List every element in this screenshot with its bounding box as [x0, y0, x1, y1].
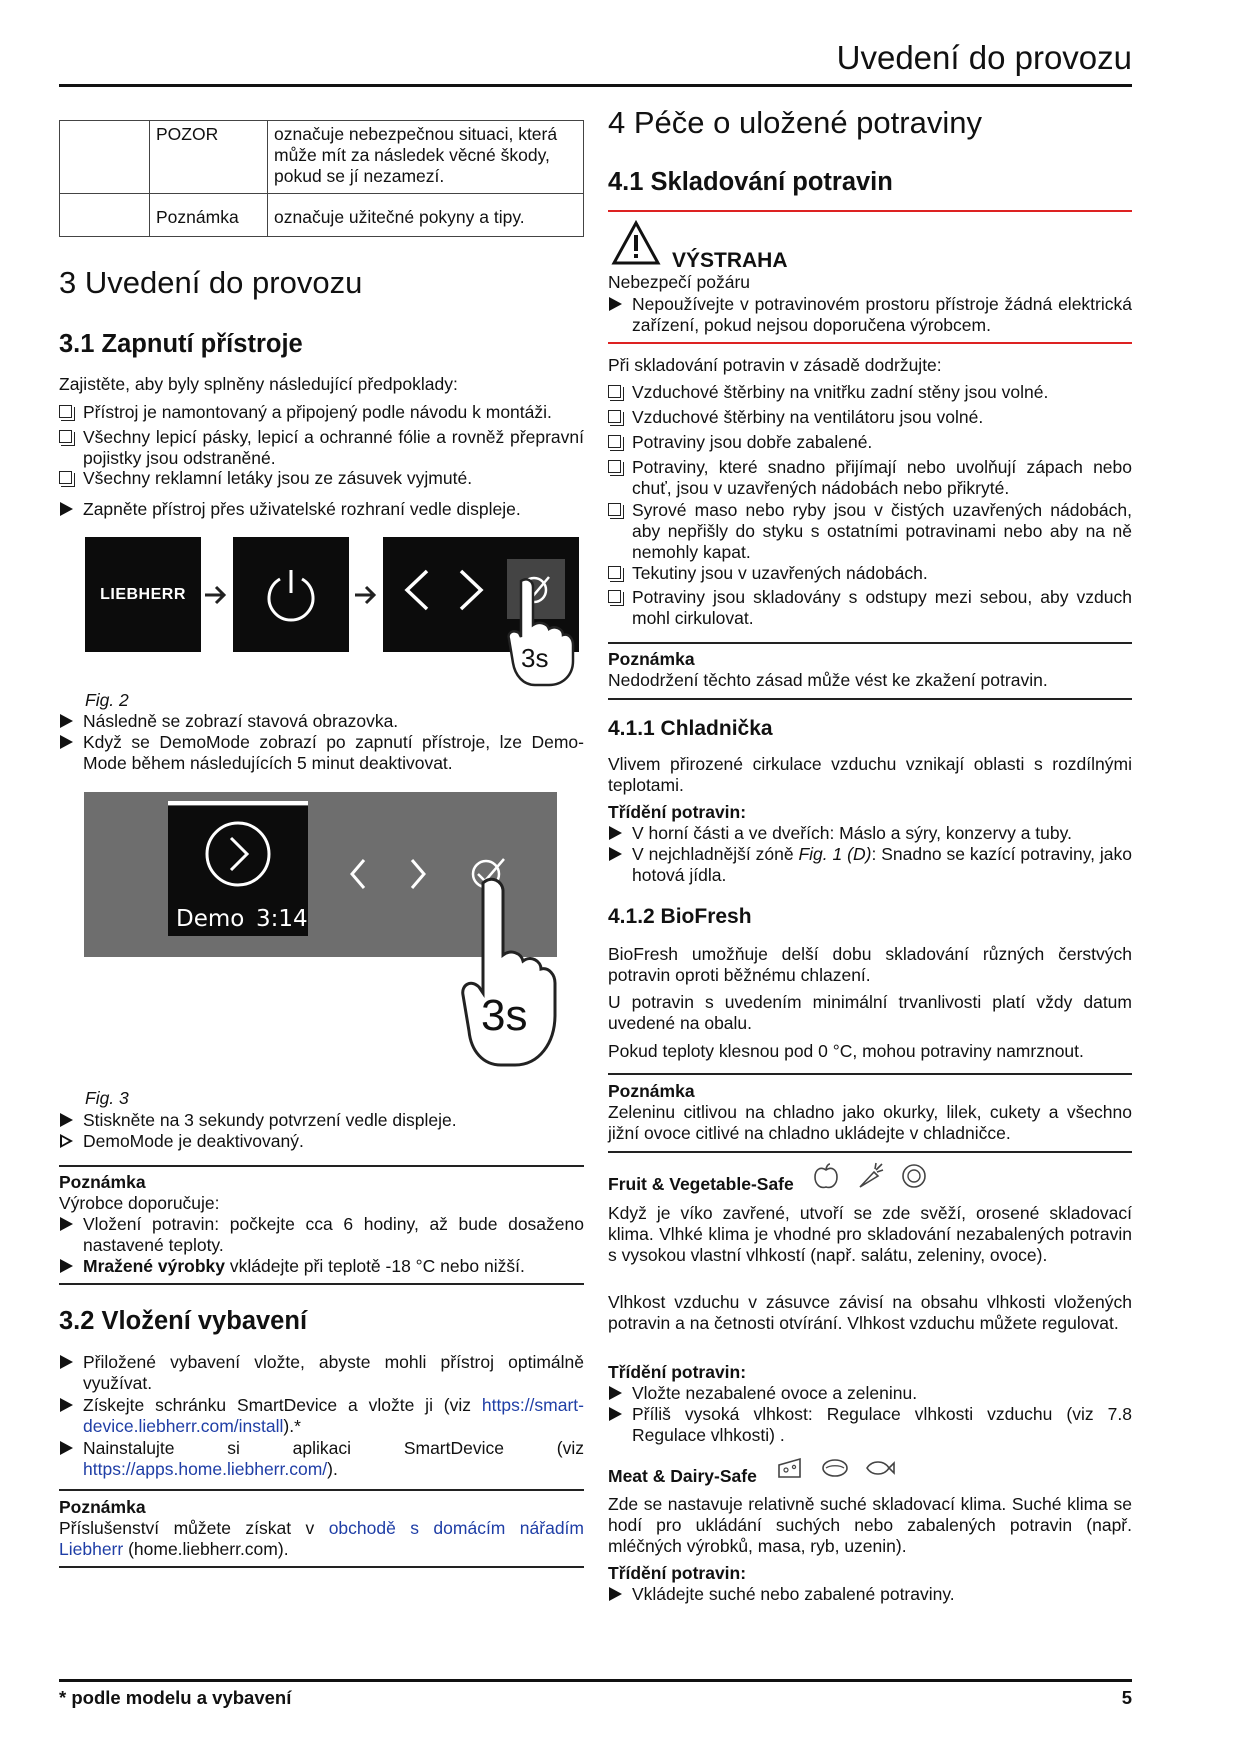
- action-arrow-icon: [60, 1441, 73, 1455]
- note-rule: [608, 1073, 1132, 1075]
- finger-press-icon: [503, 577, 575, 687]
- arrow-right-icon: [353, 583, 379, 607]
- table-cell-term: POZOR: [150, 121, 268, 194]
- note-intro: Výrobce doporučuje:: [59, 1193, 220, 1213]
- note-title: Poznámka: [59, 1497, 146, 1517]
- checkbox-icon: [608, 460, 621, 473]
- page-number: 5: [1121, 1687, 1132, 1708]
- note-rule: [59, 1566, 584, 1568]
- liebherr-logo-panel: [85, 537, 201, 652]
- action-arrow-icon: [609, 1587, 622, 1601]
- checklist-item: Potraviny, které snadno přijímají nebo uvolňují zápach nebo chuť, jsou v uzavřených nádobách nebo přikryté.: [608, 457, 1132, 499]
- action-step: Získejte schránku SmartDevice a vložte ji (viz https://smart-device.liebherr.com/install).*: [59, 1395, 584, 1437]
- section-4-1-2-title: 4.1.2 BioFresh: [608, 905, 752, 928]
- signal-word-table: [59, 120, 584, 237]
- checklist-item: Tekutiny jsou v uzavřených nádobách.: [608, 563, 1132, 584]
- s412-paragraph: BioFresh umožňuje delší dobu skladování různých čerstvých potravin oproti běžnému chlazení.: [608, 944, 1132, 985]
- finger-press-icon: [459, 875, 559, 1075]
- section-3-1-title: 3.1 Zapnutí přístroje: [59, 330, 303, 358]
- fruit-vegetable-safe-title: Fruit & Vegetable-Safe: [608, 1174, 794, 1194]
- checklist-item: Vzduchové štěrbiny na vnitřku zadní stěny jsou volné.: [608, 382, 1132, 403]
- figure-2-caption: Fig. 2: [85, 690, 129, 710]
- result-step: Následně se zobrazí stavová obrazovka.: [59, 711, 584, 732]
- action-step: Zapněte přístroj přes uživatelské rozhraní vedle displeje.: [59, 499, 584, 520]
- result-arrow-icon: [60, 1134, 73, 1148]
- fvs-paragraph: Vlhkost vzduchu v zásuvce závisí na obsahu vlhkosti vložených potravin a na četnosti otvírání. Vlhkost vzduchu můžete regulovat.: [608, 1292, 1132, 1333]
- figure-2: [85, 537, 580, 687]
- sort-item: Příliš vysoká vlhkost: Regulace vlhkosti vzduchu (viz 7.8 Regulace vlhkosti) .: [608, 1404, 1132, 1446]
- note-item: Vložení potravin: počkejte cca 6 hodiny, až bude dosaženo nastavené teploty.: [59, 1214, 584, 1256]
- section-3-title: 3 Uvedení do provozu: [59, 265, 363, 300]
- warning-subtitle: Nebezpečí požáru: [608, 272, 751, 292]
- action-arrow-icon: [60, 1398, 73, 1412]
- display-top-bar: [168, 801, 308, 805]
- sort-title: Třídění potravin:: [608, 802, 747, 822]
- footer-rule: [59, 1679, 1132, 1682]
- lettuce-icon: [900, 1162, 928, 1190]
- checkbox-icon: [608, 435, 621, 448]
- result-step: DemoMode je deaktivovaný.: [59, 1131, 584, 1152]
- s41-intro: Při skladování potravin v zásadě dodržujte:: [608, 355, 942, 375]
- note-rule: [59, 1165, 584, 1167]
- sort-title: Třídění potravin:: [608, 1563, 747, 1583]
- table-cell-term: Poznámka: [150, 194, 268, 237]
- s31-intro: Zajistěte, aby byly splněny následující předpoklady:: [59, 374, 458, 394]
- checklist-item: Potraviny jsou dobře zabalené.: [608, 432, 1132, 453]
- checkbox-icon: [608, 385, 621, 398]
- sort-title: Třídění potravin:: [608, 1362, 747, 1382]
- s412-paragraph: Pokud teploty klesnou pod 0 °C, mohou potraviny namrznout.: [608, 1041, 1084, 1061]
- arrow-right-icon: [203, 583, 229, 607]
- action-arrow-icon: [60, 714, 73, 728]
- action-step: Nainstalujte si aplikaci SmartDevice (viz https://apps.home.liebherr.com/).: [59, 1438, 584, 1480]
- checklist-item: Potraviny jsou skladovány s odstupy mezi sebou, aby vzduch mohl cirkulovat.: [608, 587, 1132, 629]
- sort-item: Vkládejte suché nebo zabalené potraviny.: [608, 1584, 1132, 1605]
- cheese-icon: [776, 1455, 804, 1481]
- table-row: [60, 121, 584, 194]
- figure-3-caption: Fig. 3: [85, 1088, 129, 1108]
- checklist-item: Všechny lepicí pásky, lepicí a ochranné fólie a rovněž přepravní pojistky jsou odstraněné.: [59, 427, 584, 469]
- checklist-item: Všechny reklamní letáky jsou ze zásuvek vyjmuté.: [59, 468, 584, 489]
- note-text: Zeleninu citlivou na chladno jako okurky, lilek, cukety a všechno jižní ovoce citlivé na chladno ukládejte v chladničce.: [608, 1102, 1132, 1143]
- note-title: Poznámka: [608, 1081, 695, 1101]
- section-4-1-1-title: 4.1.1 Chladnička: [608, 717, 773, 740]
- sort-item: V nejchladnější zóně Fig. 1 (D): Snadno se kazící potraviny, jako hotová jídla.: [608, 844, 1132, 886]
- demo-timer: 3:14: [256, 906, 308, 932]
- power-icon: [263, 567, 319, 623]
- footer-note: * podle modelu a vybavení: [59, 1687, 292, 1708]
- table-cell-desc: označuje užitečné pokyny a tipy.: [268, 194, 584, 237]
- action-arrow-icon: [609, 847, 622, 861]
- meat-dairy-safe-title: Meat & Dairy-Safe: [608, 1466, 757, 1486]
- checkbox-icon: [608, 566, 621, 579]
- action-arrow-icon: [60, 735, 73, 749]
- demo-display: [168, 806, 308, 936]
- section-3-2-title: 3.2 Vložení vybavení: [59, 1307, 308, 1335]
- checkbox-icon: [59, 471, 72, 484]
- svg-text:3s: 3s: [481, 991, 528, 1040]
- note-rule: [608, 642, 1132, 644]
- demo-label: Demo: [176, 906, 245, 932]
- sort-item: Vložte nezabalené ovoce a zeleninu.: [608, 1383, 1132, 1404]
- action-arrow-icon: [609, 1407, 622, 1421]
- action-arrow-icon: [60, 502, 73, 516]
- checkbox-icon: [59, 430, 72, 443]
- warning-top-rule: [608, 210, 1132, 212]
- chevron-left-right-icon: [344, 854, 434, 894]
- warning-bottom-rule: [608, 342, 1132, 344]
- note-rule: [59, 1283, 584, 1285]
- s411-text: Vlivem přirozené cirkulace vzduchu vznikají oblasti s rozdílnými teplotami.: [608, 754, 1132, 795]
- chevron-left-right-icon: [397, 565, 497, 615]
- play-circle-icon: [204, 820, 272, 888]
- warning-triangle-icon: [611, 220, 661, 266]
- fish-icon: [864, 1455, 896, 1481]
- action-arrow-icon: [609, 297, 622, 311]
- action-arrow-icon: [60, 1259, 73, 1273]
- power-panel: [233, 537, 349, 652]
- apple-icon: [812, 1162, 840, 1190]
- mds-paragraph: Zde se nastavuje relativně suché skladovací klima. Suché klima se hodí pro ukládání suchých nebo zabalených potravin (např. mléčných výrobků, masa, ryb, uzenin).: [608, 1494, 1132, 1556]
- warning-item: Nepoužívejte v potravinovém prostoru přístroje žádná elektrická zařízení, pokud nejsou doporučena výrobcem.: [608, 294, 1132, 336]
- table-cell-desc: označuje nebezpečnou situaci, která může mít za následek věcné škody, pokud se jí nezamezí.: [268, 121, 584, 194]
- note-text: Příslušenství můžete získat v obchodě s domácím nářadím Liebherr (home.liebherr.com).: [59, 1518, 584, 1559]
- checkbox-icon: [59, 405, 72, 418]
- checkbox-icon: [608, 410, 621, 423]
- running-header-title: Uvedení do provozu: [836, 39, 1132, 76]
- note-item: Mražené výrobky vkládejte při teplotě -18 °C nebo nižší.: [59, 1256, 584, 1277]
- action-step: Stiskněte na 3 sekundy potvrzení vedle displeje.: [59, 1110, 584, 1131]
- action-arrow-icon: [60, 1113, 73, 1127]
- checkbox-icon: [608, 590, 621, 603]
- fvs-paragraph: Když je víko zavřené, utvoří se zde svěží, orosené skladovací klima. Vlhké klima je vhodné pro skladování nezabalených potravin s vysokou vlastní vlhkostí (např. salátu, zeleniny, ovoce).: [608, 1203, 1132, 1265]
- liebherr-shop-link[interactable]: obchodě s domácím nářadím Liebherr: [59, 1518, 584, 1559]
- note-title: Poznámka: [59, 1172, 146, 1192]
- sausage-icon: [820, 1455, 850, 1481]
- action-arrow-icon: [60, 1355, 73, 1369]
- liebherr-logo: LIEBHERR: [100, 586, 186, 603]
- carrot-icon: [856, 1162, 884, 1190]
- section-4-1-title: 4.1 Skladování potravin: [608, 168, 893, 196]
- checkbox-icon: [608, 503, 621, 516]
- s412-paragraph: U potravin s uvedením minimální trvanlivosti platí vždy datum uvedené na obalu.: [608, 992, 1132, 1033]
- checklist-item: Vzduchové štěrbiny na ventilátoru jsou volné.: [608, 407, 1132, 428]
- note-text: Nedodržení těchto zásad může vést ke zkažení potravin.: [608, 670, 1048, 690]
- header-rule: [59, 84, 1132, 87]
- table-row: [60, 194, 584, 237]
- note-rule: [608, 698, 1132, 700]
- action-arrow-icon: [60, 1217, 73, 1231]
- action-step: Přiložené vybavení vložte, abyste mohli přístroj optimálně využívat.: [59, 1352, 584, 1394]
- result-step: Když se DemoMode zobrazí po zapnutí přístroje, lze Demo-Mode během následujících 5 minut deaktivovat.: [59, 732, 584, 774]
- note-rule: [608, 1151, 1132, 1153]
- svg-text:3s: 3s: [521, 643, 549, 673]
- sort-item: V horní části a ve dveřích: Máslo a sýry, konzervy a tuby.: [608, 823, 1132, 844]
- action-arrow-icon: [609, 826, 622, 840]
- note-rule: [59, 1489, 584, 1491]
- action-arrow-icon: [609, 1386, 622, 1400]
- checklist-item: Přístroj je namontovaný a připojený podle návodu k montáži.: [59, 402, 584, 423]
- note-title: Poznámka: [608, 649, 695, 669]
- checklist-item: Syrové maso nebo ryby jsou v čistých uzavřených nádobách, aby nepřišly do styku s ostatními potravinami nebo aby na ně nemohly kapat.: [608, 500, 1132, 563]
- warning-label: VÝSTRAHA: [672, 249, 788, 272]
- section-4-title: 4 Péče o uložené potraviny: [608, 105, 982, 140]
- apps-liebherr-link[interactable]: https://apps.home.liebherr.com/: [83, 1459, 328, 1479]
- smartdevice-install-link[interactable]: https://smart-device.liebherr.com/install: [83, 1395, 584, 1436]
